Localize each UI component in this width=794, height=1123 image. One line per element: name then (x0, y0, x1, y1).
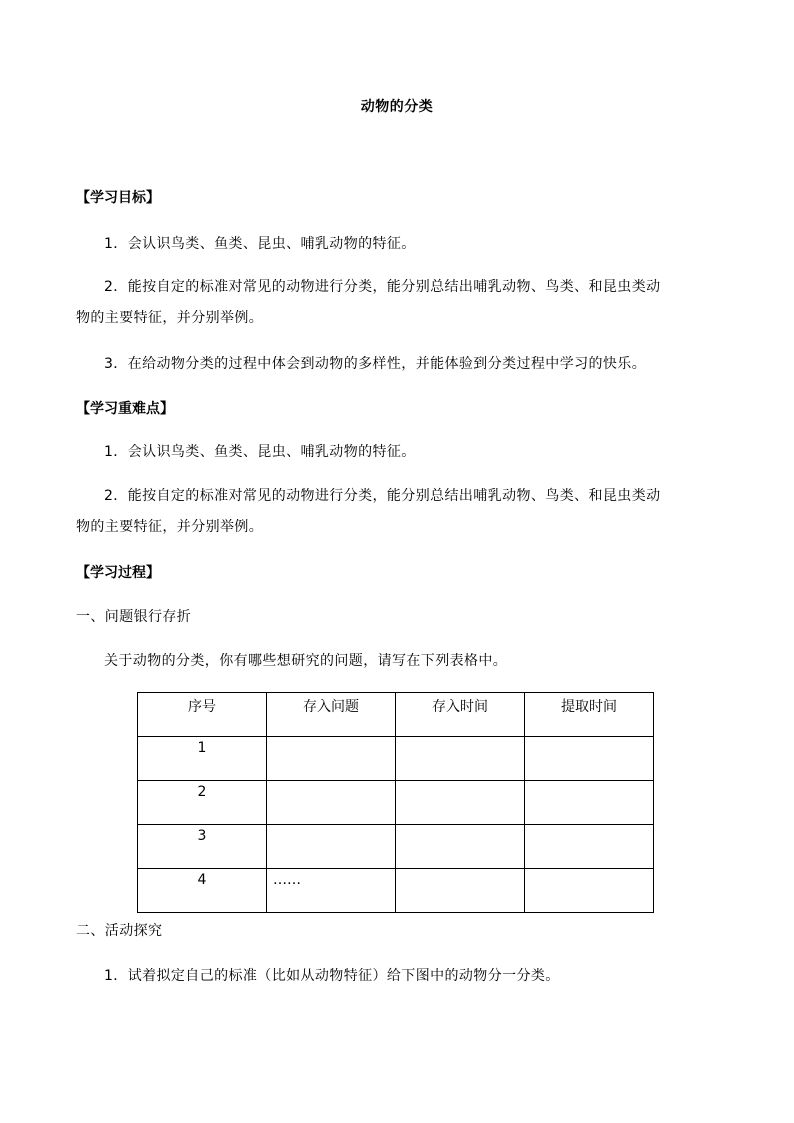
table-cell-deposit-time[interactable] (396, 737, 525, 781)
table-cell-number: 1 (138, 737, 267, 781)
table-header-cell: 提取时间 (525, 693, 654, 737)
table-row (138, 781, 654, 825)
key-point-item-2: 2．能按自定的标准对常见的动物进行分类，能分别总结出哺乳动物、鸟类、和昆虫类动 (104, 488, 661, 504)
table-cell-deposit-time[interactable] (396, 781, 525, 825)
table-cell-number: 3 (138, 825, 267, 869)
table-cell-withdraw-time[interactable] (525, 869, 654, 913)
table-cell-question[interactable] (267, 737, 396, 781)
objective-item-3: 3．在给动物分类的过程中体会到动物的多样性，并能体验到分类过程中学习的快乐。 (104, 356, 647, 372)
table-header-row (138, 693, 654, 737)
process-heading: 【学习过程】 (76, 565, 160, 581)
table-row (138, 869, 654, 913)
table-cell-deposit-time[interactable] (396, 825, 525, 869)
objectives-heading: 【学习目标】 (76, 190, 160, 206)
table-cell-number: 4 (138, 869, 267, 913)
section-2-title: 二、活动探究 (76, 923, 163, 939)
table-cell-question[interactable] (267, 825, 396, 869)
objective-item-1: 1．会认识鸟类、鱼类、昆虫、哺乳动物的特征。 (104, 236, 416, 252)
table-cell-withdraw-time[interactable] (525, 781, 654, 825)
table-header-cell: 序号 (138, 693, 267, 737)
table-header-cell: 存入时间 (396, 693, 525, 737)
objective-item-2-cont: 物的主要特征，并分别举例。 (76, 310, 264, 326)
table-cell-question[interactable]: …… (267, 869, 396, 913)
table-cell-withdraw-time[interactable] (525, 737, 654, 781)
table-cell-question[interactable] (267, 781, 396, 825)
table-cell-withdraw-time[interactable] (525, 825, 654, 869)
table-row (138, 825, 654, 869)
table-cell-deposit-time[interactable] (396, 869, 525, 913)
table-header-cell: 存入问题 (267, 693, 396, 737)
table-row (138, 737, 654, 781)
page-title: 动物的分类 (360, 99, 434, 115)
section-1-intro: 关于动物的分类，你有哪些想研究的问题，请写在下列表格中。 (104, 653, 508, 669)
section-1-title: 一、问题银行存折 (76, 609, 192, 625)
objective-item-2: 2．能按自定的标准对常见的动物进行分类，能分别总结出哺乳动物、鸟类、和昆虫类动 (104, 279, 661, 295)
question-bank-table (137, 692, 654, 913)
table-cell-number: 2 (138, 781, 267, 825)
key-points-heading: 【学习重难点】 (76, 401, 174, 417)
key-point-item-1: 1．会认识鸟类、鱼类、昆虫、哺乳动物的特征。 (104, 444, 416, 460)
section-2-item-1: 1．试着拟定自己的标准（比如从动物特征）给下图中的动物分一分类。 (104, 968, 560, 984)
key-point-item-2-cont: 物的主要特征，并分别举例。 (76, 519, 264, 535)
